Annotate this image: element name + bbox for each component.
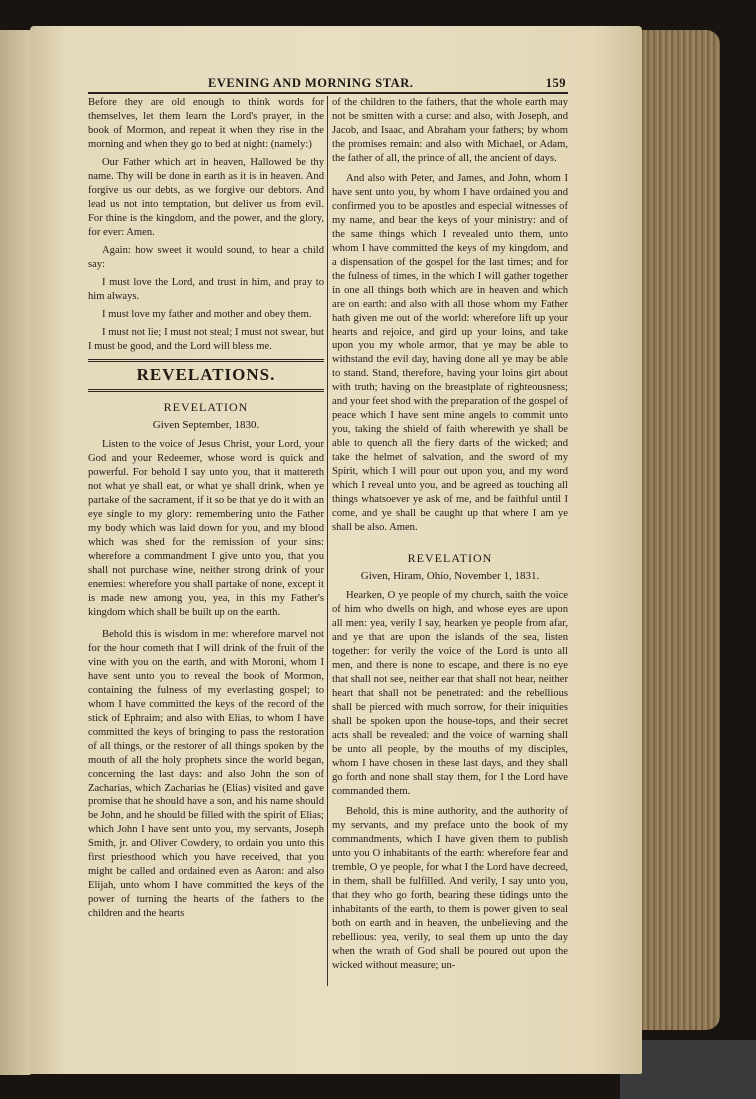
paragraph: Behold, this is mine authority, and the authority of my servants, and my preface unto the book of my commandments, which I have given them to publish unto you O inhabitants of the earth: wherefore fear and tremble, O ye people, for what I the Lord have decreed, in them, shall be fulfilled. And verily, I say unto you, that they who go forth, bearing these tidings unto the inhabitants of the earth, to them is power given to seal both on earth and in heaven, the unbelieving and the rebellious: yea, verily, to seal them up unto the day when the wrath of God shall be poured out upon the wicked without measure; un- bbox=[332, 805, 568, 971]
paragraph: Before they are old enough to think words for themselves, let them learn the Lord's prayer, in the book of Mormon, and repeat it when they rise in the morning and when they go to bed at night: (namely:) bbox=[88, 97, 324, 150]
paragraph: of the children to the fathers, that the whole earth may not be smitten with a curse: and also, with Joseph, and Jacob, and Isaac, and Abraham your fathers; by whom the promises remain: and also with Michael, or Adam, the father of all, the prince of all, the ancient of days. bbox=[332, 97, 568, 164]
page-number: 159 bbox=[545, 76, 566, 90]
column-divider bbox=[327, 96, 328, 986]
left-column bbox=[88, 96, 324, 921]
paragraph: Again: how sweet it would sound, to hear a child say: bbox=[88, 244, 324, 270]
revelation-heading: REVELATION bbox=[163, 399, 249, 414]
paragraph: I must love the Lord, and trust in him, and pray to him always. bbox=[88, 276, 324, 302]
lords-prayer: Our Father which art in heaven, Hallowed be thy name. Thy will be done in earth as it is in heaven. And forgive us our debts, as we forgive our debtors. And lead us not into temptation, but deliver us from evil. For thine is the kingdom, and the power, and the glory, for ever: Amen. bbox=[88, 156, 324, 238]
paragraph: Behold this is wisdom in me: wherefore marvel not for the hour cometh that I will drink of the fruit of the vine with you on the earth, and with Moroni, whom I have sent unto you to reveal the book of Mormon, containing the fulness of my everlasting gospel; to whom I have committed the keys of the record of the stick of Ephraim; and also with Elias, to whom I have committed the keys of bringing to pass the restoration of all things, or the restorer of all things spoken by the mouth of all the holy prophets since the world began, concerning the last days: and also John the son of Zacharias, which Zacharias he (Elias) visited and gave promise that he should have a son, and his name should be John, and he should be filled with the spirit of Elias; which John I have sent unto you, my servants, Joseph Smith, jr. and Oliver Cowdery, to ordain you unto this first priesthood which you have received, that you might be called and ordained even as Aaron: and also Elijah, unto whom I have committed the keys of the power of turning the hearts of the fathers to the children and the hearts bbox=[88, 628, 324, 920]
right-column bbox=[332, 96, 568, 973]
header-rule bbox=[88, 92, 568, 94]
page-stack-edge bbox=[638, 30, 720, 1030]
facing-page-edge bbox=[0, 30, 34, 1075]
running-header bbox=[88, 74, 568, 94]
paragraph: And also with Peter, and James, and John, whom I have sent unto you, by whom I have ordained you and confirmed you to be apostles and especial witnesses of my name, and bear the keys of your ministry: and of the same things which I revealed unto them, unto whom I have committed the keys of my kingdom, and a dispensation of the gospel for the last times; and for the fulness of times, in the which I will gather together in one all things both which are in heaven and which are on earth: and also with all those whom my Father hath given me out of the world: wherefore lift up your hearts and rejoice, and gird up your loins, and take upon you my whole armor, that ye may be able to withstand the evil day, having done all ye may be able to stand. Stand, therefore, having your loins girt about with truth; having on the breastplate of righteousness; and your feet shod with the preparation of the gospel of peace which I have sent mine angels to commit unto you, taking the shield of faith wherewith ye shall be able to quench all the fiery darts of the wicked; and take the helmet of salvation, and the sword of my Spirit, which I will pour out upon you, and my word which I reveal unto you, and be agreed as touching all things whatsoever ye ask of me, and be faithful until I come, and ye shall be caught up that where I am ye shall be also. Amen. bbox=[332, 172, 568, 534]
paragraph: I must not lie; I must not steal; I must not swear, but I must be good, and the Lord will bless me. bbox=[88, 326, 324, 352]
paragraph: Listen to the voice of Jesus Christ, your Lord, your God and your Redeemer, whose word is quick and powerful. For behold I say unto you, that it mattereth not what ye shall eat, or what ye shall drink, when ye partake of the sacrament, if it so be that ye do it with an eye single to my glory: remembering unto the Father my body which was laid down for you, and my blood which was shed for the remission of your sins: wherefore a commandment I give unto you, that you shall not purchase wine, neither strong drink of your enemies: wherefore you shall partake of none, except it is made new among you, yea, in this my Father's kingdom which shall be built up on the earth. bbox=[88, 439, 324, 618]
section-banner: REVELATIONS. bbox=[88, 359, 324, 391]
revelation-heading: REVELATION bbox=[407, 551, 493, 566]
paragraph: Hearken, O ye people of my church, saith the voice of him who dwells on high, and whose eyes are upon all men: yea, verily I say, hearken ye people from afar, and ye that are upon the islands of the sea, listen together: for verily the voice of the Lord is unto all men, and there is none to escape, and there is no eye that shall not see, neither ear that shall not hear, neither heart that shall not be penetrated: and the rebellious shall be pierced with much sorrow, for their iniquities shall be spoken upon the house-tops, and their secret acts shall be revealed: and the voice of warning shall be unto all people, by the mouths of my disciples, whom I have chosen in these last days, and they shall go forth and none shall stay them, for I the Lord have commanded them. bbox=[332, 590, 568, 797]
paragraph: I must love my father and mother and obey them. bbox=[102, 308, 312, 320]
revelation-date: Given September, 1830. bbox=[152, 418, 260, 431]
revelation-date: Given, Hiram, Ohio, November 1, 1831. bbox=[360, 569, 540, 582]
journal-title: EVENING AND MORNING STAR. bbox=[208, 76, 414, 90]
